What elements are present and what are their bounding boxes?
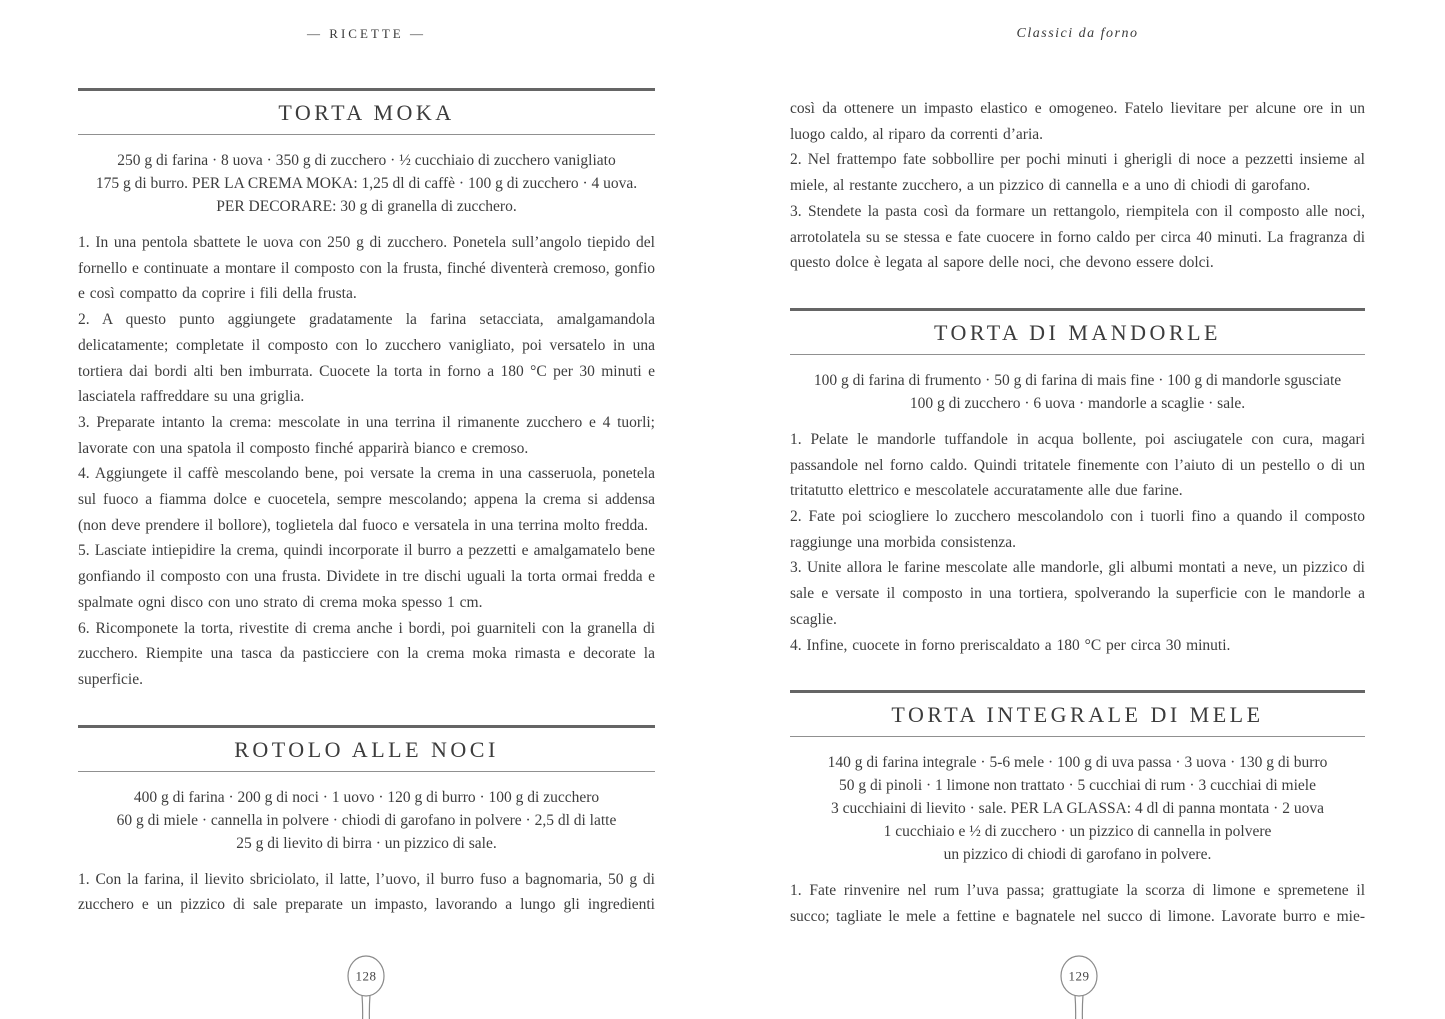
recipe-title-rotolo-alle-noci: ROTOLO ALLE NOCI <box>234 736 499 762</box>
step-2: 2. A questo punto aggiungete gradatamente la farina setacciata, amalgamandola delicatamente; completate il composto con lo zucchero vanigliato, poi versatelo in una tortiera dai bordi alti ben imburrata. Cuocete la torta in forno a 180 °C per 30 minuti e lasciatela raffreddare su una griglia. <box>78 311 655 406</box>
ingredients-torta-integrale-di-mele <box>790 751 1365 866</box>
recipe-title-block-torta-di-mandorle <box>790 308 1365 355</box>
page-number-spoon-left <box>345 955 387 1019</box>
ingredients-line: 100 g di farina di frumento · 50 g di farina di mais fine · 100 g di mandorle sgusciate <box>813 371 1342 389</box>
step-1: 1. Pelate le mandorle tuffandole in acqua bollente, poi asciugatele con cura, magari passandole nel forno caldo. Quindi tritatele finemente con l’aiuto di un pestello o di un tritatutto elettrico e mescolatele accuratamente alle due farine. <box>790 430 1365 500</box>
right-page <box>722 0 1445 1019</box>
ingredients-torta-moka <box>78 149 655 218</box>
steps-torta-moka <box>78 230 655 693</box>
ingredients-line: 60 g di miele · cannella in polvere · chiodi di garofano in polvere · 2,5 dl di latte <box>116 811 617 829</box>
ingredients-line: 25 g di lievito di birra · un pizzico di sale. <box>236 834 497 852</box>
step-4: 4. Aggiungete il caffè mescolando bene, poi versate la crema in una casseruola, ponetela sul fuoco a fiamma dolce e cuocetela, sempre mescolando; appena la crema si addensa (non deve prendere il bollore), toglietela dal fuoco e versatela in una terrina molto fredda. <box>78 465 655 534</box>
step-6: 6. Ricomponete la torta, rivestite di crema anche i bordi, poi guarniteli con la granella di zucchero. Riempite una tasca da pasticciere con la crema moka rimasta e decorate la superficie. <box>78 619 655 688</box>
recipe-title-block-torta-integrale-di-mele <box>790 690 1365 737</box>
step-1: 1. In una pentola sbattete le uova con 250 g di zucchero. Ponetela sull’angolo tiepido del fornello e continuate a montare il composto con la frusta, finché diventerà cremoso, gonfio e così compatto da coprire i fili della frusta. <box>78 234 655 303</box>
ingredients-line: 50 g di pinoli · 1 limone non trattato · 5 cucchiai di rum · 3 cucchiai di miele <box>839 777 1316 795</box>
ingredients-line: 400 g di farina · 200 g di noci · 1 uovo · 120 g di burro · 100 g di zucchero <box>133 788 600 806</box>
ingredients-line: un pizzico di chiodi di garofano in polvere. <box>943 846 1212 864</box>
ingredients-rotolo-alle-noci <box>78 786 655 855</box>
ingredients-line: 1 cucchiaio e ½ di zucchero · un pizzico di cannella in polvere <box>883 823 1272 841</box>
page-number-left: 128 <box>355 968 377 984</box>
page-number-right: 129 <box>1068 968 1090 984</box>
step-5: 5. Lasciate intiepidire la crema, quindi incorporate il burro a pezzetti e amalgamatelo bene gonfiando il composto con una frusta. Dividete in tre dischi uguali la torta ormai fredda e spalmate ogni disco con uno strato di crema moka spesso 1 cm. <box>78 542 655 611</box>
step-4: 4. Infine, cuocete in forno preriscaldato a 180 °C per circa 30 minuti. <box>790 636 1231 654</box>
recipe-title-torta-moka: TORTA MOKA <box>278 100 455 125</box>
running-header-ricette: — RICETTE — <box>307 26 426 41</box>
step-1-partial: 1. Con la farina, il lievito sbriciolato, il latte, l’uovo, il burro fuso a bagnomaria, 50 g di zucchero e un pizzico di sale preparate un impasto, lavorando a lungo gli ingredienti <box>78 870 655 914</box>
ingredients-line: 3 cucchiaini di lievito · sale. PER LA GLASSA: 4 dl di panna montata · 2 uova <box>831 800 1324 818</box>
recipe-title-torta-integrale-di-mele: TORTA INTEGRALE DI MELE <box>891 702 1264 728</box>
spoon-icon <box>345 955 387 1019</box>
ingredients-line: 140 g di farina integrale · 5-6 mele · 100 g di uva passa · 3 uova · 130 g di burro <box>827 754 1328 772</box>
ingredients-line: 175 g di burro. PER LA CREMA MOKA: 1,25 dl di caffè · 100 g di zucchero · 4 uova. <box>95 175 638 192</box>
spoon-icon <box>1058 955 1100 1019</box>
step-1-partial: 1. Fate rinvenire nel rum l’uva passa; grattugiate la scorza di limone e spremetene il succo; tagliate le mele a fettine e bagnatele nel succo di limone. Lavorate burro e mie- <box>790 882 1365 925</box>
ingredients-line: 100 g di zucchero · 6 uova · mandorle a scaglie · sale. <box>909 394 1246 412</box>
left-page <box>0 0 722 1019</box>
steps-rotolo-alle-noci <box>78 867 655 918</box>
recipe-title-block-rotolo-alle-noci <box>78 725 655 772</box>
ingredients-line: PER DECORARE: 30 g di granella di zucchero. <box>216 198 517 215</box>
step-3: 3. Preparate intanto la crema: mescolate in una terrina il rimanente zucchero e 4 tuorli; lavorate con una spatola il composto finché apparirà bianco e cremoso. <box>78 413 655 457</box>
page-number-spoon-right <box>1058 955 1100 1019</box>
step-2: 2. Nel frattempo fate sobbollire per pochi minuti i gherigli di noce a pezzetti insieme al miele, al restante zucchero, a un pizzico di cannella e a uno di chiodi di garofano. <box>790 151 1365 195</box>
recipe-title-block-torta-moka <box>78 88 655 135</box>
steps-torta-integrale-di-mele <box>790 878 1365 929</box>
continuation-rotolo-alle-noci <box>790 96 1365 276</box>
step-3: 3. Stendete la pasta così da formare un rettangolo, riempitela con il composto alle noci, arrotolatela su se stessa e fate cuocere in forno caldo per circa 40 minuti. La fragranza di questo dolce è legata al sapore delle noci, che devono essere dolci. <box>790 202 1365 272</box>
step-2: 2. Fate poi sciogliere lo zucchero mescolandolo con i tuorli fino a quando il composto raggiunge una morbida consistenza. <box>790 508 1365 551</box>
steps-torta-di-mandorle <box>790 427 1365 658</box>
recipe-title-torta-di-mandorle: TORTA DI MANDORLE <box>933 319 1221 345</box>
ingredients-torta-di-mandorle <box>790 369 1365 415</box>
continuation-paragraph: così da ottenere un impasto elastico e omogeneo. Fatelo lievitare per alcune ore in un luogo caldo, al riparo da correnti d’aria. <box>790 100 1365 143</box>
step-3: 3. Unite allora le farine mescolate alle mandorle, gli albumi montati a neve, un pizzico di sale e versate il composto in una tortiera, spolverando la superficie con le mandorle a scaglie. <box>790 559 1365 628</box>
ingredients-line: 250 g di farina · 8 uova · 350 g di zucchero · ½ cucchiaio di zucchero vanigliato <box>117 152 616 169</box>
running-header-classici-da-forno: Classici da forno <box>1016 26 1139 41</box>
